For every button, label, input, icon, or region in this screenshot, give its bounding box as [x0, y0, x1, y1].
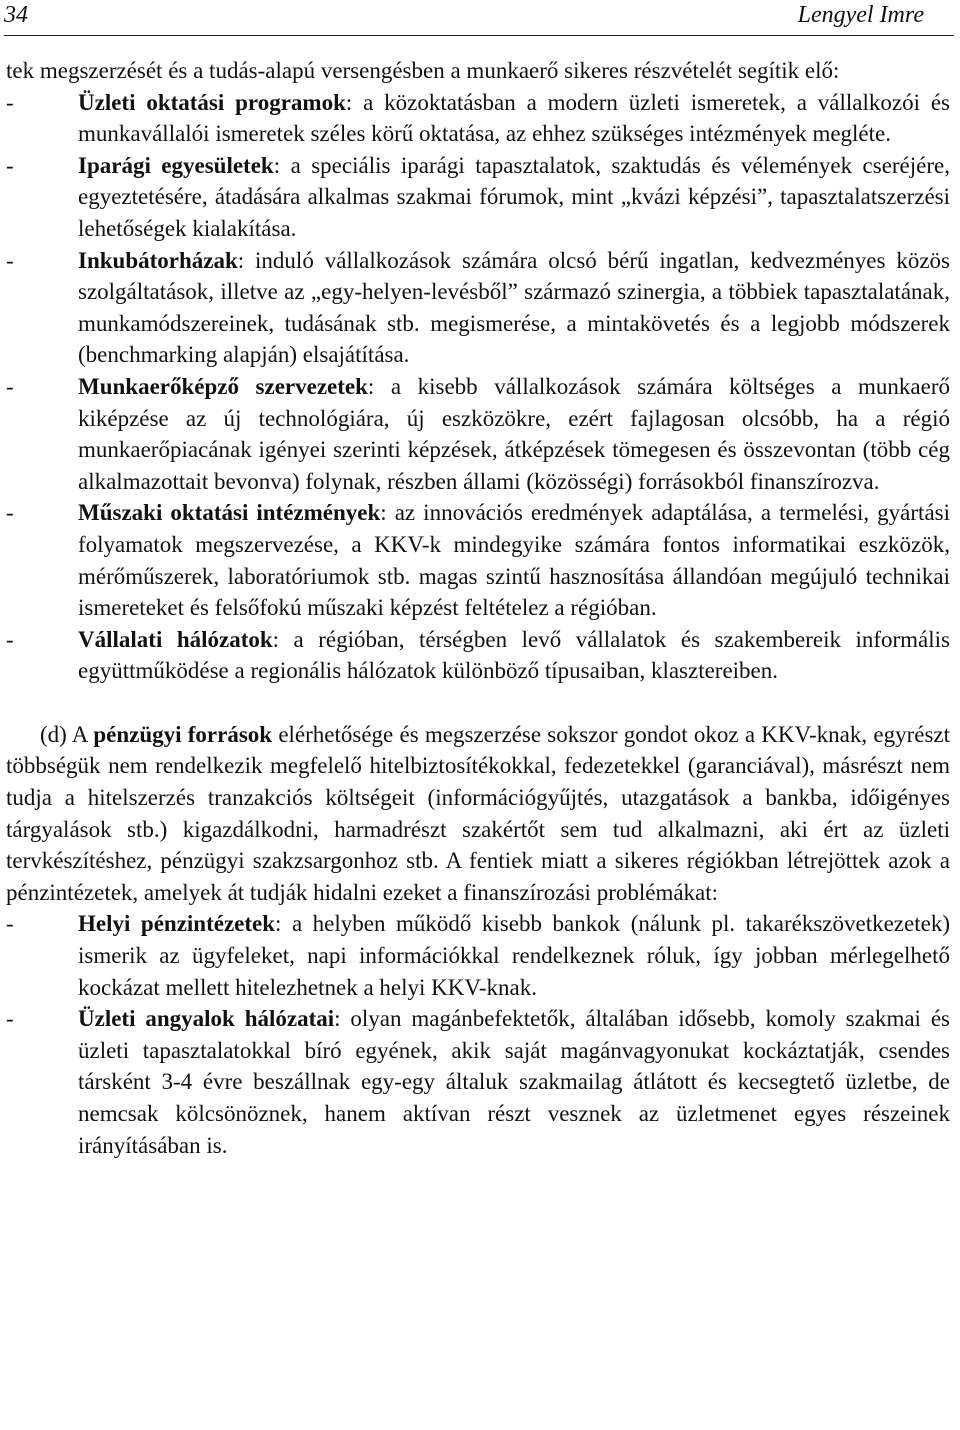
list-item-description: : a régióban, térségben levő vállalatok és szakembereik informális együttműködése a regionális hálózatok különböző típusaiban, klasztereiben.	[78, 626, 950, 684]
list-item-description: : a kisebb vállalkozások számára költséges a munkaerő kiképzése az új technológiára, új eszközökre, ezért fajlagosan olcsóbb, ha a régió munkaerőpiacának igényei szerinti képzések, átképzések tömegesen és összevontan (több cég alkalmazottait bevonva) folynak, részben állami (közösségi) forrásokból finanszírozva.	[78, 373, 950, 494]
paragraph-d-text: elérhetősége és megszerzése sokszor gondot okoz a KKV-knak, egyrészt többségük nem rendelkezik megfelelő hitelbiztosítékokkal, fedezetekkel (garanciával), másrészt nem tudja a hitelszerzés tranzakciós költségeit (információgyűjtés, utazgatások a bankba, időigényes tárgyalások stb.) kigazdálkodni, harmadrészt szakértőt sem tud alkalmazni, aki ért az üzleti tervkészítéshez, pénzügyi szakzsargonhoz stb. A fentiek miatt a sikeres régiókban létrejöttek azok a pénzintézetek, amelyek át tudják hidalni ezeket a finanszírozási problémákat:	[6, 721, 950, 905]
list-bullet: -	[6, 247, 14, 273]
list-item-description: : a speciális iparági tapasztalatok, szaktudás és vélemények cseréjére, egyeztetésére, átadására alkalmas szakmai fórumok, mint „kvázi képzési”, tapasztalatszerzési lehetőségek kialakítása.	[78, 152, 950, 241]
list-bullet: -	[6, 152, 14, 178]
paragraph-gap	[6, 687, 950, 719]
list-item-term: Műszaki oktatási intézmények	[78, 500, 381, 526]
list-item-text	[78, 245, 950, 371]
list-item	[6, 150, 950, 245]
page-number: 34	[4, 2, 28, 28]
list-bullet: -	[6, 626, 14, 652]
bullet-list-education	[6, 87, 950, 687]
list-item-description: : a közoktatásban a modern üzleti ismeretek, a vállalkozói és munkavállalói ismeretek széles körű oktatása, az ehhez szükséges intézmények megléte.	[78, 89, 950, 147]
list-item-term: Helyi pénzintézetek	[78, 911, 276, 937]
paragraph-d	[6, 719, 950, 909]
list-item-description: : olyan magánbefektetők, általában idősebb, komoly szakmai és üzleti tapasztalatokkal bíró egyének, akik saját magánvagyonukat kockáztatják, csendes társként 3-4 évre beszállnak egy-egy általuk szakmailag átlátott és kecsegtető üzletbe, de nemcsak kölcsönöznek, hanem aktívan részt vesznek az üzletmenet egyes részeinek irányításában is.	[78, 1006, 950, 1158]
list-item-term: Inkubátorházak	[78, 247, 238, 273]
list-item-description: : a helyben működő kisebb bankok (nálunk pl. takarékszövetkezetek) ismerik az ügyfeleket, napi információkkal rendelkeznek róluk, így jobban mérlegelhető kockázat mellett hitelezhetnek a helyi KKV-knak.	[78, 911, 950, 1000]
running-header	[0, 0, 960, 40]
list-item-description: : induló vállalkozások számára olcsó bérű ingatlan, kedvezményes közös szolgáltatások, illetve az „egy-helyen-levésből” származó szinergia, a többiek tapasztalatának, munkamódszereinek, tudásának stb. megismerése, a mintakövetés és a legjobb módszerek (benchmarking alapján) elsajátítása.	[78, 247, 950, 368]
list-item	[6, 908, 950, 1003]
list-item	[6, 245, 950, 371]
running-author: Lengyel Imre	[797, 2, 924, 28]
list-item-description: : az innovációs eredmények adaptálása, a termelési, gyártási folyamatok megszervezése, a KKV-k mindegyike számára fontos informatikai eszközök, mérőműszerek, laboratóriumok stb. magas szintű hasznosítása állandóan megújuló technikai ismereteket és felsőfokú műszaki képzést feltételez a régióban.	[78, 500, 950, 621]
header-rule	[4, 35, 954, 36]
list-bullet: -	[6, 1006, 14, 1032]
intro-paragraph: tek megszerzését és a tudás-alapú versengésben a munkaerő sikeres részvételét segítik elő:	[6, 58, 840, 83]
list-bullet: -	[6, 89, 14, 115]
list-bullet: -	[6, 911, 14, 937]
list-item-text	[78, 371, 950, 497]
list-bullet: -	[6, 373, 14, 399]
list-item-term: Iparági egyesületek	[78, 152, 274, 178]
list-item	[6, 87, 950, 150]
list-item	[6, 624, 950, 687]
list-item-text	[78, 1003, 950, 1161]
list-item	[6, 497, 950, 623]
list-bullet: -	[6, 500, 14, 526]
list-item-term: Üzleti oktatási programok	[78, 89, 346, 115]
paragraph-d-term: pénzügyi források	[93, 721, 273, 747]
body-text	[6, 55, 950, 1161]
list-item-text	[78, 87, 950, 150]
paragraph-d-prefix: (d) A	[40, 721, 94, 747]
list-item-text	[78, 624, 950, 687]
bullet-list-finance	[6, 908, 950, 1161]
list-item-text	[78, 150, 950, 245]
list-item-term: Munkaerőképző szervezetek	[78, 373, 368, 399]
list-item-term: Vállalati hálózatok	[78, 626, 273, 652]
list-item	[6, 371, 950, 497]
list-item-term: Üzleti angyalok hálózatai	[78, 1006, 335, 1032]
list-item-text	[78, 497, 950, 623]
list-item	[6, 1003, 950, 1161]
list-item-text	[78, 908, 950, 1003]
